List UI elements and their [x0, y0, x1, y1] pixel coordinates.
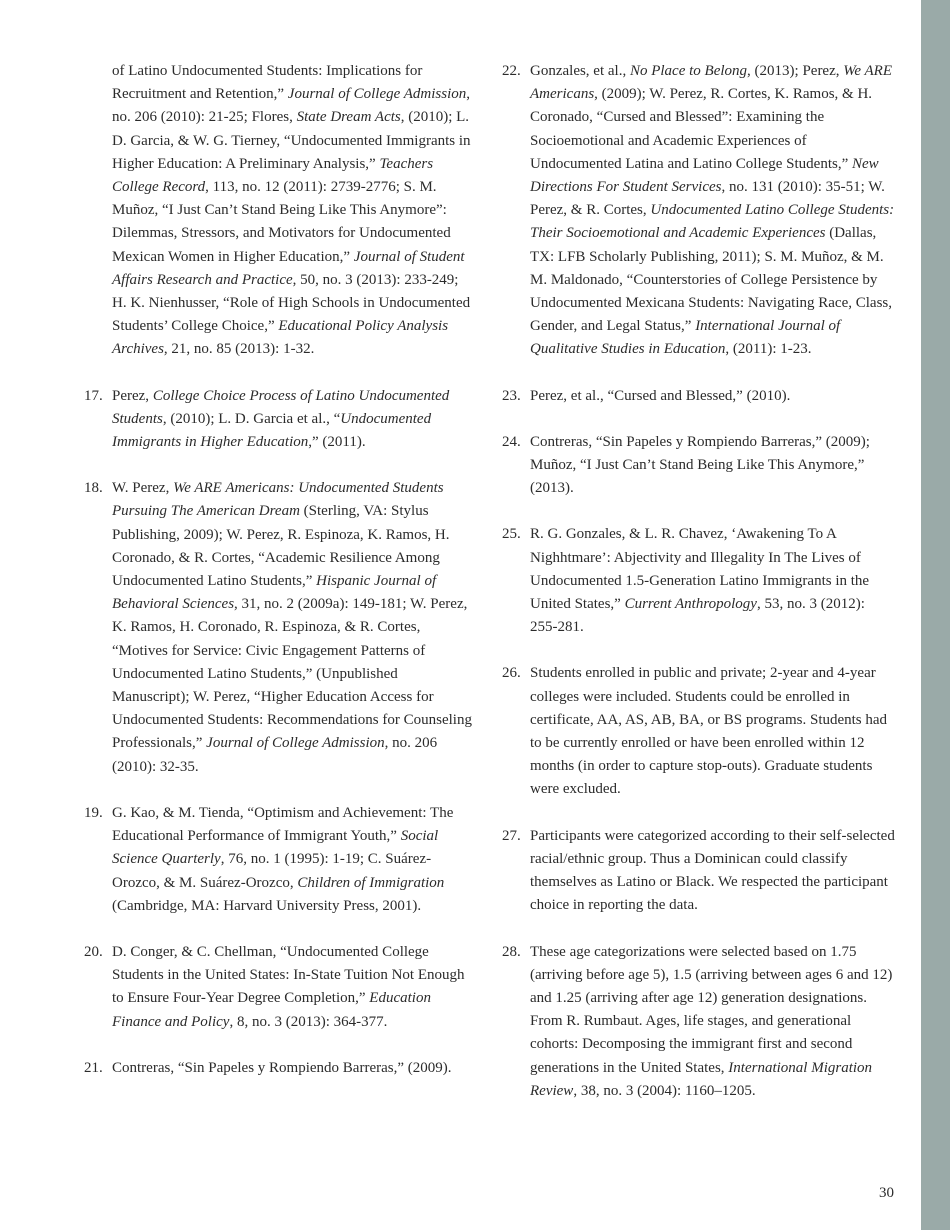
italic-title: College Choice Process of Latino Undocumented Students — [112, 387, 450, 427]
text-run: Gonzales, et al., — [530, 63, 630, 79]
left-column — [84, 60, 476, 1103]
italic-title: Journal of College Admission — [206, 735, 385, 752]
endnote-text — [530, 665, 887, 797]
italic-title: We ARE Americans: Undocumented Students Pursuing The American Dream — [112, 480, 444, 520]
endnote-number: 24. — [502, 433, 521, 450]
italic-title: Social Science Quarterly — [112, 828, 439, 868]
endnote — [502, 523, 896, 639]
endnote-number: 18. — [84, 480, 103, 497]
italic-title: Undocumented Immigrants in Higher Education — [112, 410, 432, 451]
italic-title: Educational Policy Analysis Archives — [112, 318, 449, 358]
text-run: (Sterling, VA: Stylus Publishing, 2009); W. Perez, R. Espinoza, K. Ramos, H. Coronado, & R. Cortes, “Academic Resilience Among Undocumented Latino Students,” — [112, 503, 450, 590]
text-run: These age categorizations were selected based on 1.75 (arriving before age 5), 1.5 (arriving between ages 6 and 12) and 1.25 (arriving after age 12) generation designations. From R. Rumbaut. Ages, life stages, and generational cohorts: Decomposing the immigrant first and second generations in the United States, — [530, 943, 893, 1076]
italic-title: Teachers College Record — [112, 155, 434, 196]
text-run: Perez, et al., “Cursed and Blessed,” (2010). — [530, 387, 791, 404]
endnote — [502, 941, 896, 1103]
text-run: , 8, no. 3 (2013): 364-377. — [229, 1013, 388, 1030]
endnote — [502, 825, 896, 918]
text-run: Perez, — [112, 387, 153, 404]
endnote-number: 26. — [502, 665, 521, 682]
text-run: (Cambridge, MA: Harvard University Press, 2001). — [112, 897, 422, 914]
italic-title: Undocumented Latino College Students: Their Socioemotional and Academic Experiences — [530, 202, 895, 242]
text-run: , 38, no. 3 (2004): 1160–1205. — [573, 1082, 756, 1099]
text-run: , no. 131 (2010): 35-51; W. Perez, & R. Cortes, — [530, 179, 885, 219]
endnote — [84, 60, 476, 362]
endnote-number: 27. — [502, 827, 521, 844]
endnote-text — [112, 944, 465, 1030]
text-run: , 50, no. 3 (2013): 233-249; H. K. Nienhusser, “Role of High Schools in Undocumented Students’ College Choice,” — [112, 271, 471, 335]
endnote-number: 21. — [84, 1059, 103, 1076]
italic-title: Current Anthropology — [624, 596, 757, 613]
endnote-number: 17. — [84, 387, 103, 404]
page-number: 30 — [879, 1185, 894, 1201]
text-run: W. Perez, — [112, 480, 174, 497]
endnote — [502, 60, 896, 362]
endnote — [502, 385, 896, 408]
endnote-text — [112, 805, 453, 914]
endnote-text — [530, 388, 790, 404]
endnote — [84, 477, 476, 779]
text-run: , (2013); Perez, — [747, 63, 844, 79]
text-run: of Latino Undocumented Students: Implications for Recruitment and Retention,” — [112, 63, 423, 103]
endnote — [84, 941, 476, 1034]
endnote-number: 25. — [502, 526, 521, 543]
endnote — [502, 662, 896, 801]
page-edge-bar — [921, 0, 950, 1230]
endnote-number: 22. — [502, 63, 521, 79]
endnote — [84, 385, 476, 455]
italic-title: New Directions For Student Services — [530, 155, 879, 196]
endnote-text — [530, 434, 870, 496]
text-run: , (2010); L. D. Garcia et al., “ — [162, 410, 341, 427]
italic-title: International Migration Review — [530, 1059, 873, 1099]
text-run: Contreras, “Sin Papeles y Rompiendo Barreras,” (2009). — [112, 1059, 452, 1076]
italic-title: No Place to Belong — [629, 63, 748, 79]
italic-title: Education Finance and Policy — [112, 990, 431, 1030]
text-run: (Dallas, TX: LFB Scholarly Publishing, 2011); S. M. Muñoz, & M. M. Maldonado, “Counterstories of College Persistence by Undocumented Mexicana Students: Navigating Race, Class, Gender, and Legal Status,” — [530, 225, 892, 335]
italic-title: Journal of Student Affairs Research and Practice — [112, 248, 465, 288]
text-run: , 53, no. 3 (2012): 255-281. — [530, 596, 865, 636]
italic-title: Children of Immigration — [297, 874, 445, 891]
text-run: ,” (2011). — [308, 434, 366, 451]
text-run: D. Conger, & C. Chellman, “Undocumented College Students in the United States: In-State Tuition Not Enough to Ensure Four-Year Degree Completion,” — [112, 943, 465, 1007]
text-run: , 76, no. 1 (1995): 1-19; C. Suárez-Orozco, & M. Suárez-Orozco, — [112, 851, 432, 891]
text-run: , no. 206 (2010): 21-25; Flores, — [112, 86, 471, 126]
endnote-number: 28. — [502, 943, 521, 960]
right-column — [502, 60, 896, 1126]
endnote-text — [530, 828, 895, 914]
endnote-number: 20. — [84, 943, 103, 960]
endnote — [84, 802, 476, 918]
endnote-text — [112, 1060, 452, 1076]
italic-title: We ARE Americans — [530, 63, 892, 103]
endnote-text — [530, 944, 892, 1099]
italic-title: Journal of College Admission — [287, 86, 467, 103]
endnote — [84, 1057, 476, 1080]
endnote — [502, 431, 896, 501]
text-run: , (2010); L. D. Garcia, & W. G. Tierney, “Undocumented Immigrants in Higher Education: A Preliminary Analysis,” — [112, 109, 471, 172]
italic-title: International Journal of Qualitative Studies in Education — [530, 318, 841, 358]
text-run: Contreras, “Sin Papeles y Rompiendo Barreras,” (2009); Muñoz, “I Just Can’t Stand Being Like This Anymore,” (2013). — [530, 433, 870, 497]
text-run: , 21, no. 85 (2013): 1-32. — [163, 341, 315, 358]
italic-title: State Dream Acts — [296, 109, 401, 126]
text-run: G. Kao, & M. Tienda, “Optimism and Achievement: The Educational Performance of Immigrant Youth,” — [112, 804, 454, 845]
text-run: , (2009); W. Perez, R. Cortes, K. Ramos, & H. Coronado, “Cursed and Blessed”: Examining the Socioemotional and Academic Experiences of Undocumented Latina and Latino College Students,” — [530, 86, 873, 172]
text-run: , 31, no. 2 (2009a): 149-181; W. Perez, K. Ramos, H. Coronado, R. Espinoza, & R. Cortes, “Motives for Service: Civic Engagement Patterns of Undocumented Latino Students,” (Unpublished Manuscript); W. Perez, “Higher Education Access for Undocumented Students: Recommendations for Counseling Professionals,” — [112, 596, 472, 752]
endnote-number: 19. — [84, 804, 103, 821]
text-run: , no. 206 (2010): 32-35. — [112, 735, 438, 775]
text-run: Students enrolled in public and private; 2-year and 4-year colleges were included. Students could be enrolled in certificate, AA, AS, AB, BA, or BS programs. Students had to be currently enrolled or have been enrolled within 12 months (in order to capture stop-outs). Graduate students were excluded. — [530, 665, 888, 798]
text-run: , 113, no. 12 (2011): 2739-2776; S. M. Muñoz, “I Just Can’t Stand Being Like This Anymore”: Dilemmas, Stressors, and Motivators for Undocumented Mexican Women in Higher Education,” — [112, 179, 451, 265]
endnote-text — [112, 480, 472, 774]
text-run: , (2011): 1-23. — [725, 341, 812, 358]
endnote-text — [112, 63, 471, 357]
endnote-text — [112, 388, 449, 450]
text-run: Participants were categorized according to their self-selected racial/ethnic group. Thus a Dominican could classify themselves as Latino or Black. We respected the participant choice in reporting the data. — [530, 827, 895, 914]
endnote-text — [530, 526, 869, 635]
endnote-text — [530, 63, 894, 357]
italic-title: Hispanic Journal of Behavioral Sciences — [112, 573, 437, 613]
text-run: R. G. Gonzales, & L. R. Chavez, ‘Awakening To A Nighhtmare’: Abjectivity and Illegality In The Lives of Undocumented 1.5-Generation Latino Immigrants in the United States,” — [530, 526, 870, 613]
endnote-number: 23. — [502, 387, 521, 404]
